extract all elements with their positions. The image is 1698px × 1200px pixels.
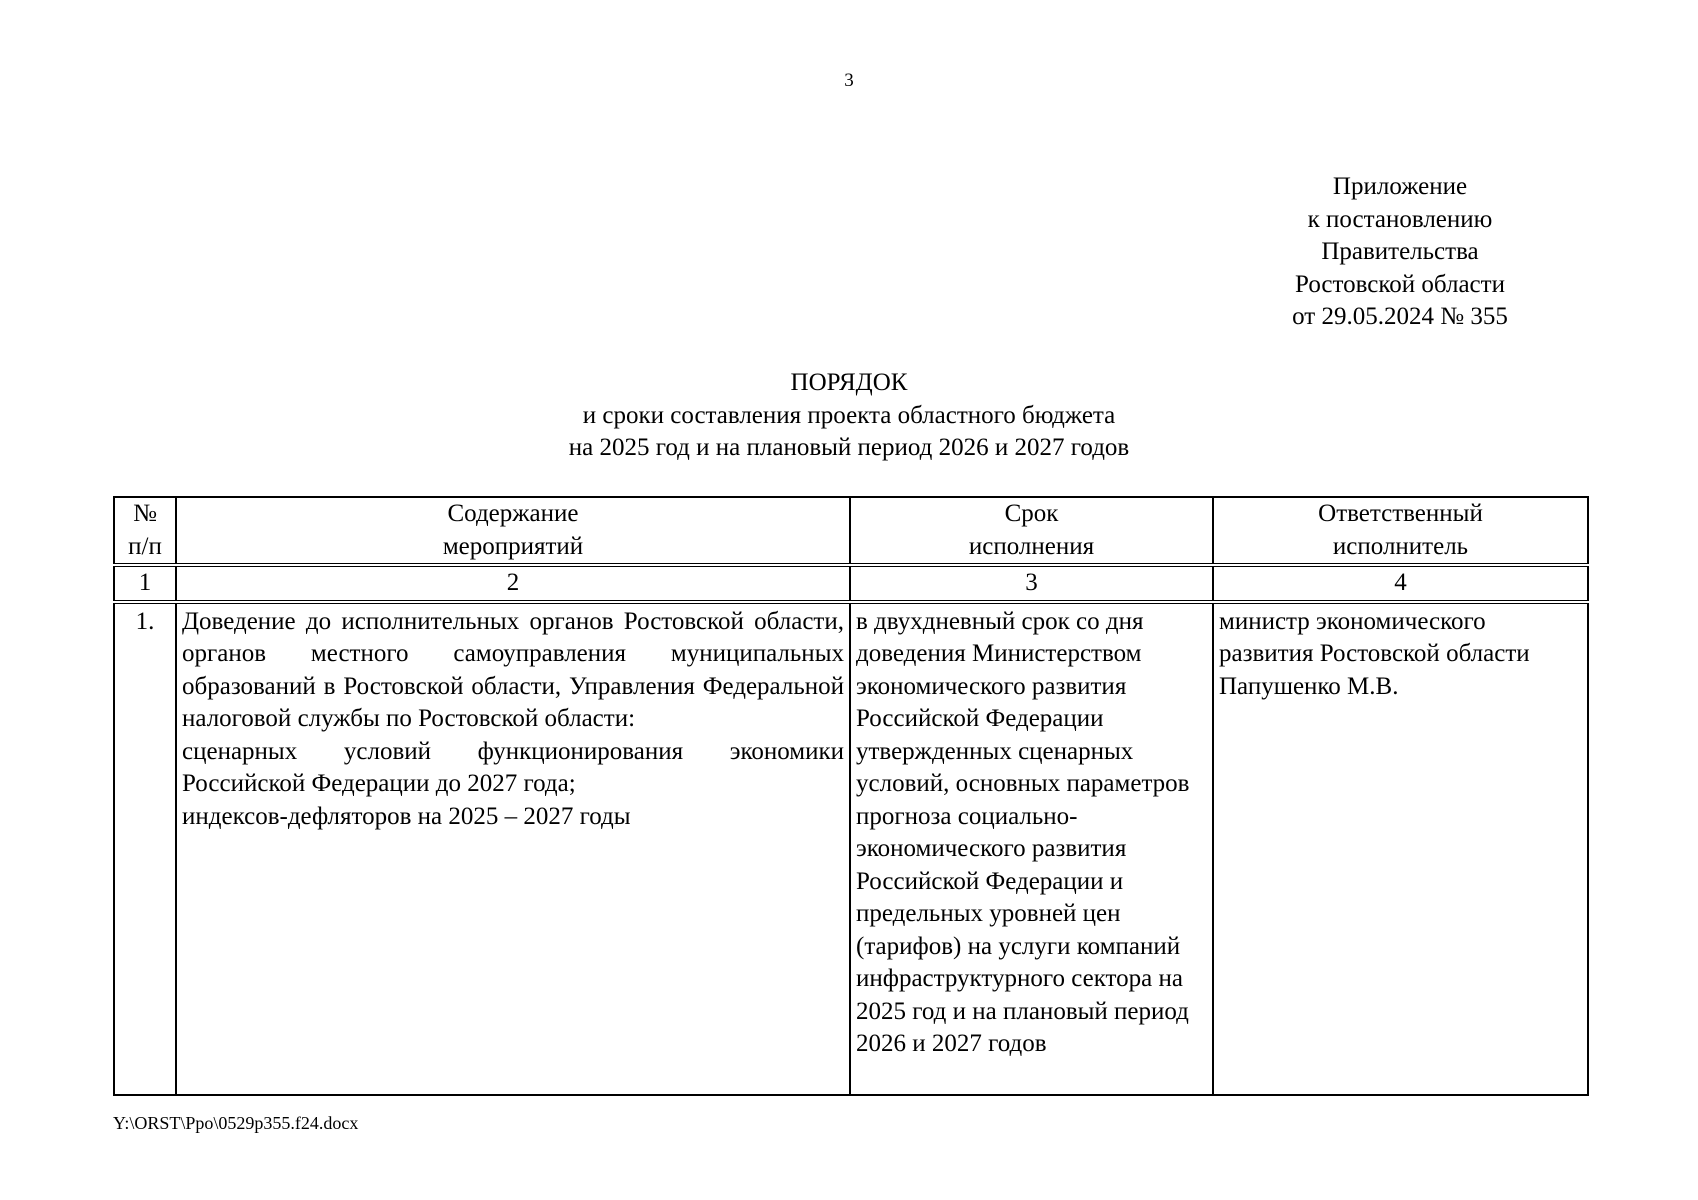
header-text: мероприятий (442, 532, 584, 560)
appendix-line: Приложение (1332, 173, 1468, 200)
header-text: исполнения (968, 532, 1095, 560)
title-line: на 2025 год и на плановый период 2026 и 2027 годов (568, 434, 1130, 461)
column-number-row (114, 565, 1588, 602)
header-deadline (850, 497, 1213, 565)
column-number: 4 (1213, 565, 1588, 602)
header-content (176, 497, 850, 565)
appendix-line: к постановлению (1307, 205, 1493, 233)
header-text: Содержание (447, 500, 579, 527)
header-responsible (1213, 497, 1588, 565)
table-row (114, 602, 1588, 1095)
row-deadline: в двухдневный срок со дня доведения Министерством экономического развития Российской Федерации утвержденных сценарных условий, основных параметров прогноза социально-экономического развития Российской Федерации и предельных уровней цен (тарифов) на услуги компаний инфраструктурного сектора на 2025 год и на плановый период 2026 и 2027 годов (850, 602, 1213, 1095)
table-header-row (114, 497, 1588, 565)
header-text: п/п (128, 532, 162, 560)
content-paragraph: индексов-дефляторов на 2025 – 2027 годы (182, 802, 631, 830)
title-heading: ПОРЯДОК (790, 369, 908, 396)
appendix-line: Правительства (1321, 238, 1479, 265)
column-number: 2 (176, 565, 850, 602)
header-number (114, 497, 176, 565)
file-path: Y:\ORST\Ppo\0529p355.f24.docx (113, 1113, 359, 1133)
column-number: 3 (850, 565, 1213, 602)
appendix-block (1240, 171, 1560, 334)
appendix-line: Ростовской области (1295, 270, 1505, 298)
header-text: Ответственный (1318, 500, 1483, 527)
row-number: 1. (114, 602, 176, 1095)
row-responsible: министр экономического развития Ростовской области Папушенко М.В. (1213, 602, 1588, 1095)
appendix-line: от 29.05.2024 № 355 (1292, 303, 1508, 330)
header-text: № (133, 500, 157, 527)
column-number: 1 (114, 565, 176, 602)
schedule-table (113, 496, 1589, 1096)
title-line: и сроки составления проекта областного бюджета (582, 401, 1116, 429)
page-number: 3 (844, 70, 854, 91)
document-title (0, 367, 1698, 465)
header-text: исполнитель (1332, 532, 1469, 560)
header-text: Срок (1004, 500, 1059, 527)
content-paragraph: сценарных условий функционирования экономики Российской Федерации до 2027 года; (182, 737, 844, 797)
content-paragraph: Доведение до исполнительных органов Ростовской области, органов местного самоуправления муниципальных образований в Ростовской области, Управления Федеральной налоговой службы по Ростовской области: (182, 607, 844, 732)
row-content (176, 602, 850, 1095)
